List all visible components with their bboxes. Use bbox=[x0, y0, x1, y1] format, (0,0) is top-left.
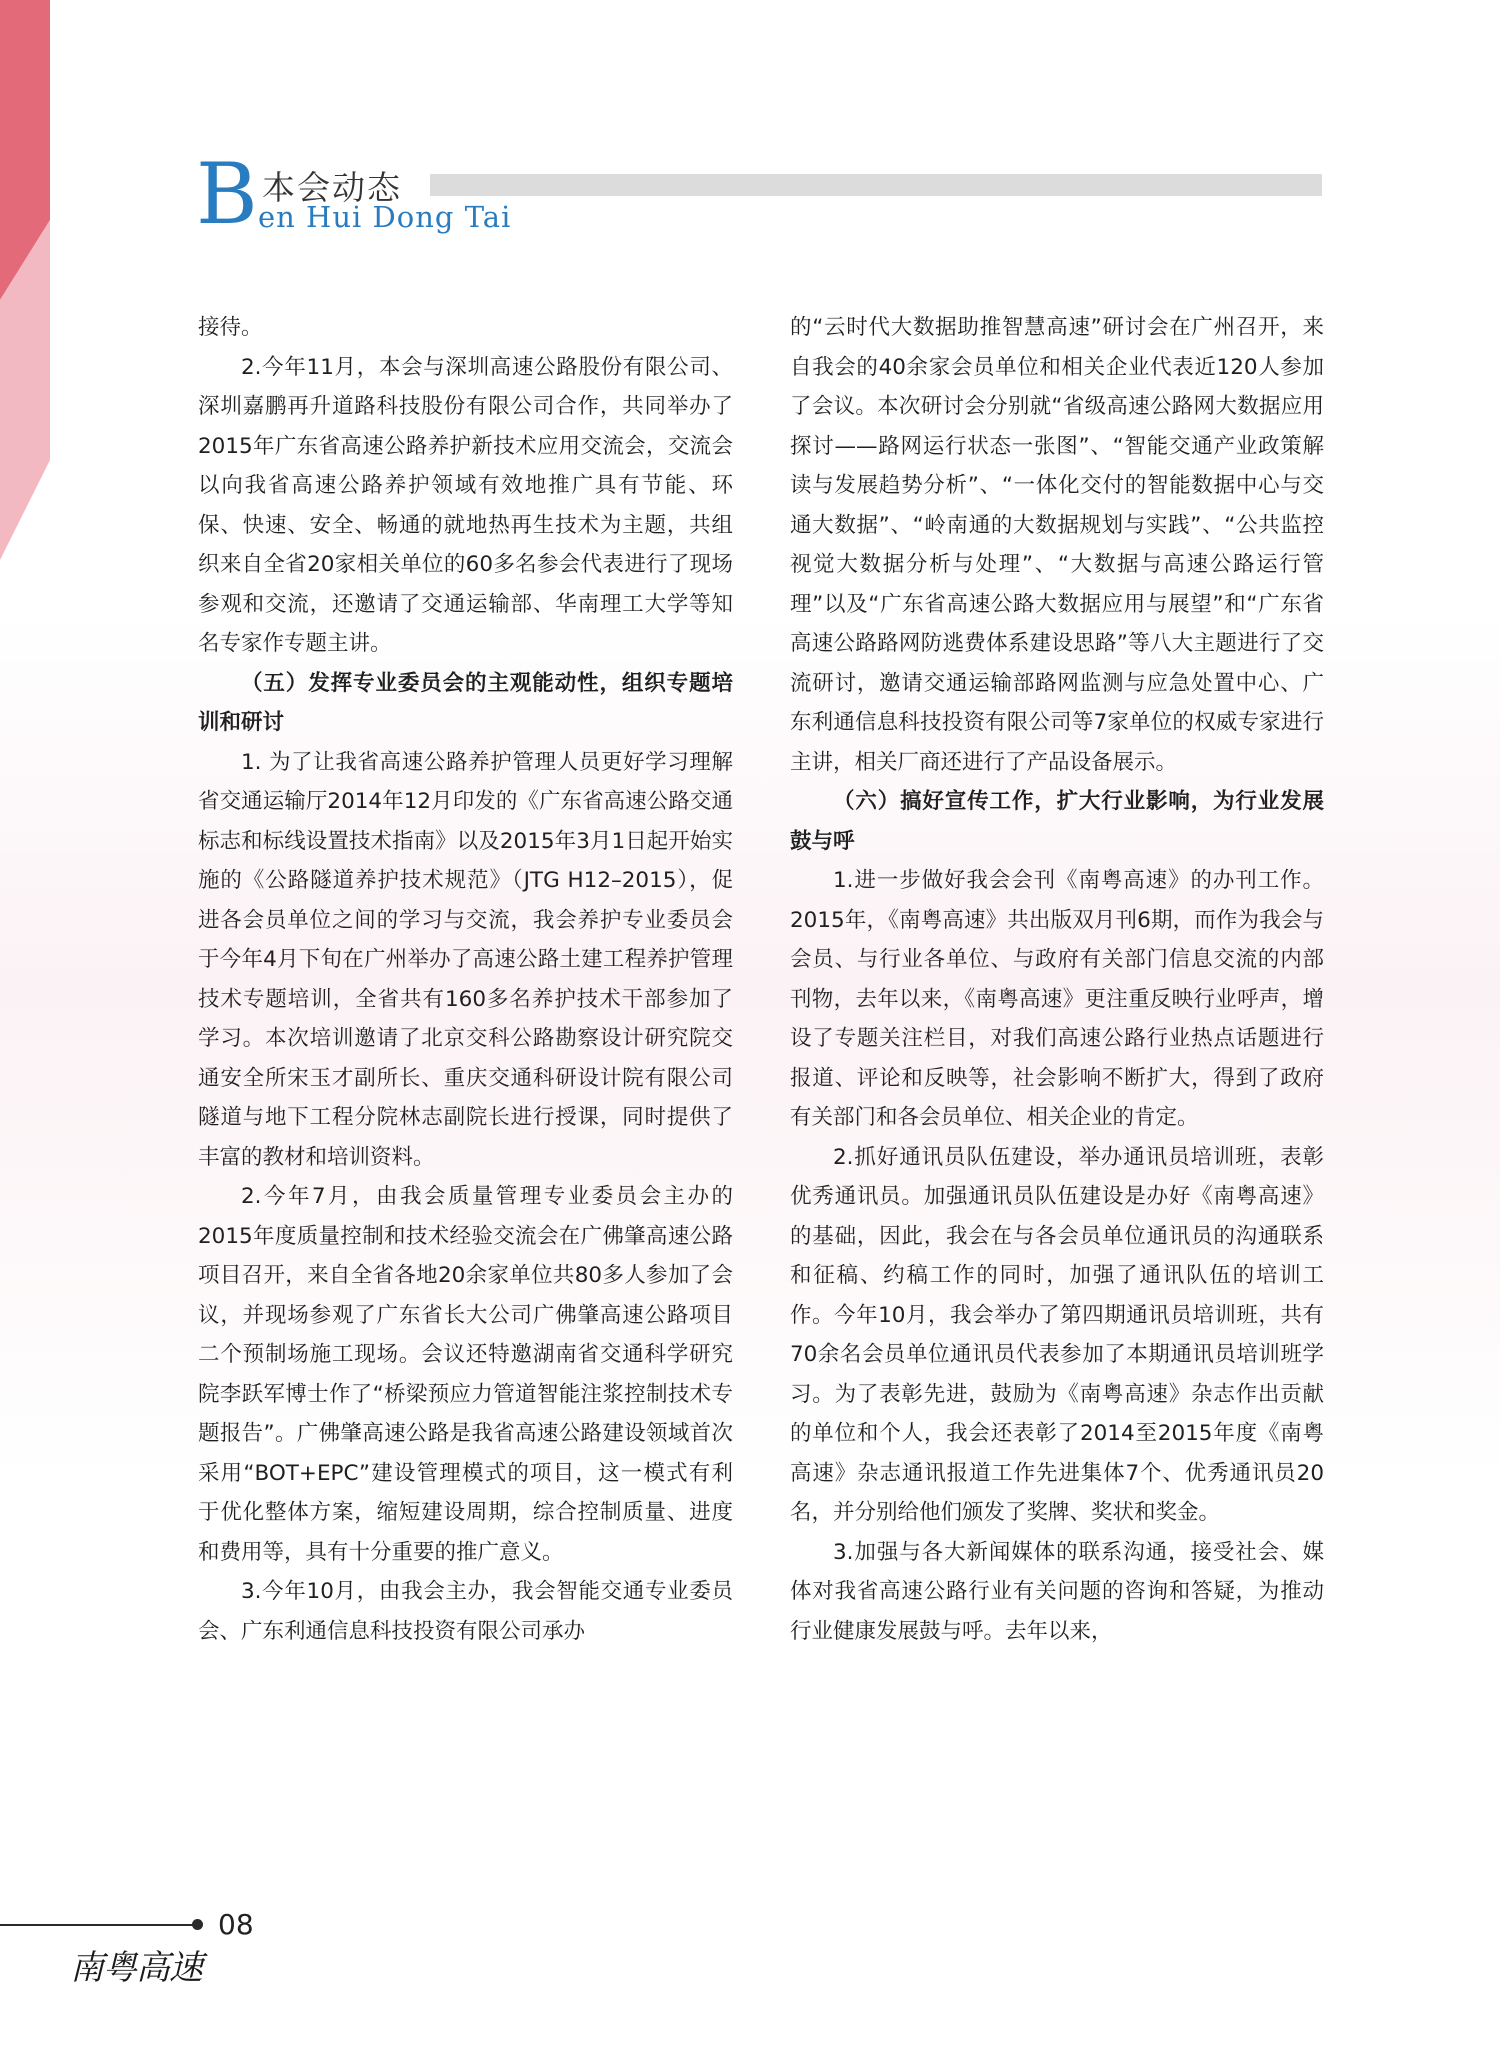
paragraph: 的“云时代大数据助推智慧高速”研讨会在广州召开，来自我会的40余家会员单位和相关企业代表近120人参加了会议。本次研讨会分别就“省级高速公路网大数据应用探讨——路网运行状态一张图”、“智能交通产业政策解读与发展趋势分析”、“一体化交付的智能数据中心与交通大数据”、“岭南通的大数据规划与实践”、“公共监控视觉大数据分析与处理”、“大数据与高速公路运行管理”以及“广东省高速公路大数据应用与展望”和“广东省高速公路路网防逃费体系建设思路”等八大主题进行了交流研讨，邀请交通运输部路网监测与应急处置中心、广东利通信息科技投资有限公司等7家单位的权威专家进行主讲，相关厂商还进行了产品设备展示。 bbox=[790, 315, 1324, 775]
paragraph: 2.今年11月，本会与深圳高速公路股份有限公司、深圳嘉鹏再升道路科技股份有限公司合作，共同举办了2015年广东省高速公路养护新技术应用交流会，交流会以向我省高速公路养护领域有效地推广具有节能、环保、快速、安全、畅通的就地热再生技术为主题，共组织来自全省20家相关单位的60多名参会代表进行了现场参观和交流，还邀请了交通运输部、华南理工大学等知名专家作专题主讲。 bbox=[198, 354, 733, 656]
footer-dot bbox=[192, 1919, 203, 1930]
paragraph: 3.今年10月，由我会主办，我会智能交通专业委员会、广东利通信息科技投资有限公司承办 bbox=[198, 1579, 733, 1644]
paragraph: 1.进一步做好我会会刊《南粤高速》的办刊工作。2015年，《南粤高速》共出版双月刊6期，而作为我会与会员、与行业各单位、与政府有关部门信息交流的内部刊物，去年以来，《南粤高速》更注重反映行业呼声，增设了专题关注栏目，对我们高速公路行业热点话题进行报道、评论和反映等，社会影响不断扩大，得到了政府有关部门和各会员单位、相关企业的肯定。 bbox=[790, 868, 1324, 1130]
magazine-logo: 南粤高速 bbox=[70, 1948, 202, 1988]
footer-rule bbox=[0, 1924, 195, 1926]
paragraph: 接待。 bbox=[198, 315, 263, 340]
right-text-column bbox=[790, 308, 1324, 1651]
section-title-cn: 本会动态 bbox=[262, 168, 402, 207]
header-divider-bar bbox=[430, 174, 1322, 196]
section-heading: （六）搞好宣传工作，扩大行业影响，为行业发展鼓与呼 bbox=[790, 789, 1324, 854]
paragraph: 1. 为了让我省高速公路养护管理人员更好学习理解省交通运输厅2014年12月印发的《广东省高速公路交通标志和标线设置技术指南》以及2015年3月1日起开始实施的《公路隧道养护技术规范》（JTG H12–2015），促进各会员单位之间的学习与交流，我会养护专业委员会于今年4月下旬在广州举办了高速公路土建工程养护管理技术专题培训，全省共有160多名养护技术干部参加了学习。本次培训邀请了北京交科公路勘察设计研究院交通安全所宋玉才副所长、重庆交通科研设计院有限公司隧道与地下工程分院林志副院长进行授课，同时提供了丰富的教材和培训资料。 bbox=[198, 749, 733, 1170]
paragraph: 3.加强与各大新闻媒体的联系沟通，接受社会、媒体对我省高速公路行业有关问题的咨询和答疑，为推动行业健康发展鼓与呼。去年以来， bbox=[790, 1539, 1324, 1644]
header-initial-letter: B bbox=[196, 145, 258, 243]
page-number: 08 bbox=[218, 1908, 254, 1941]
section-title-en: en Hui Dong Tai bbox=[258, 200, 512, 234]
section-heading: （五）发挥专业委员会的主观能动性，组织专题培训和研讨 bbox=[198, 670, 733, 735]
paragraph: 2.今年7月，由我会质量管理专业委员会主办的2015年度质量控制和技术经验交流会在广佛肇高速公路项目召开，来自全省各地20余家单位共80多人参加了会议，并现场参观了广东省长大公司广佛肇高速公路项目二个预制场施工现场。会议还特邀湖南省交通科学研究院李跃军博士作了“桥梁预应力管道智能注浆控制技术专题报告”。广佛肇高速公路是我省高速公路建设领域首次采用“BOT+EPC”建设管理模式的项目，这一模式有利于优化整体方案，缩短建设周期，综合控制质量、进度和费用等，具有十分重要的推广意义。 bbox=[198, 1184, 733, 1565]
left-text-column bbox=[198, 308, 733, 1651]
paragraph: 2.抓好通讯员队伍建设，举办通讯员培训班，表彰优秀通讯员。加强通讯员队伍建设是办好《南粤高速》的基础，因此，我会在与各会员单位通讯员的沟通联系和征稿、约稿工作的同时，加强了通讯队伍的培训工作。今年10月，我会举办了第四期通讯员培训班，共有70余名会员单位通讯员代表参加了本期通讯员培训班学习。为了表彰先进，鼓励为《南粤高速》杂志作出贡献的单位和个人，我会还表彰了2014至2015年度《南粤高速》杂志通讯报道工作先进集体7个、优秀通讯员20名，并分别给他们颁发了奖牌、奖状和奖金。 bbox=[790, 1144, 1324, 1525]
corner-decoration bbox=[0, 0, 60, 560]
